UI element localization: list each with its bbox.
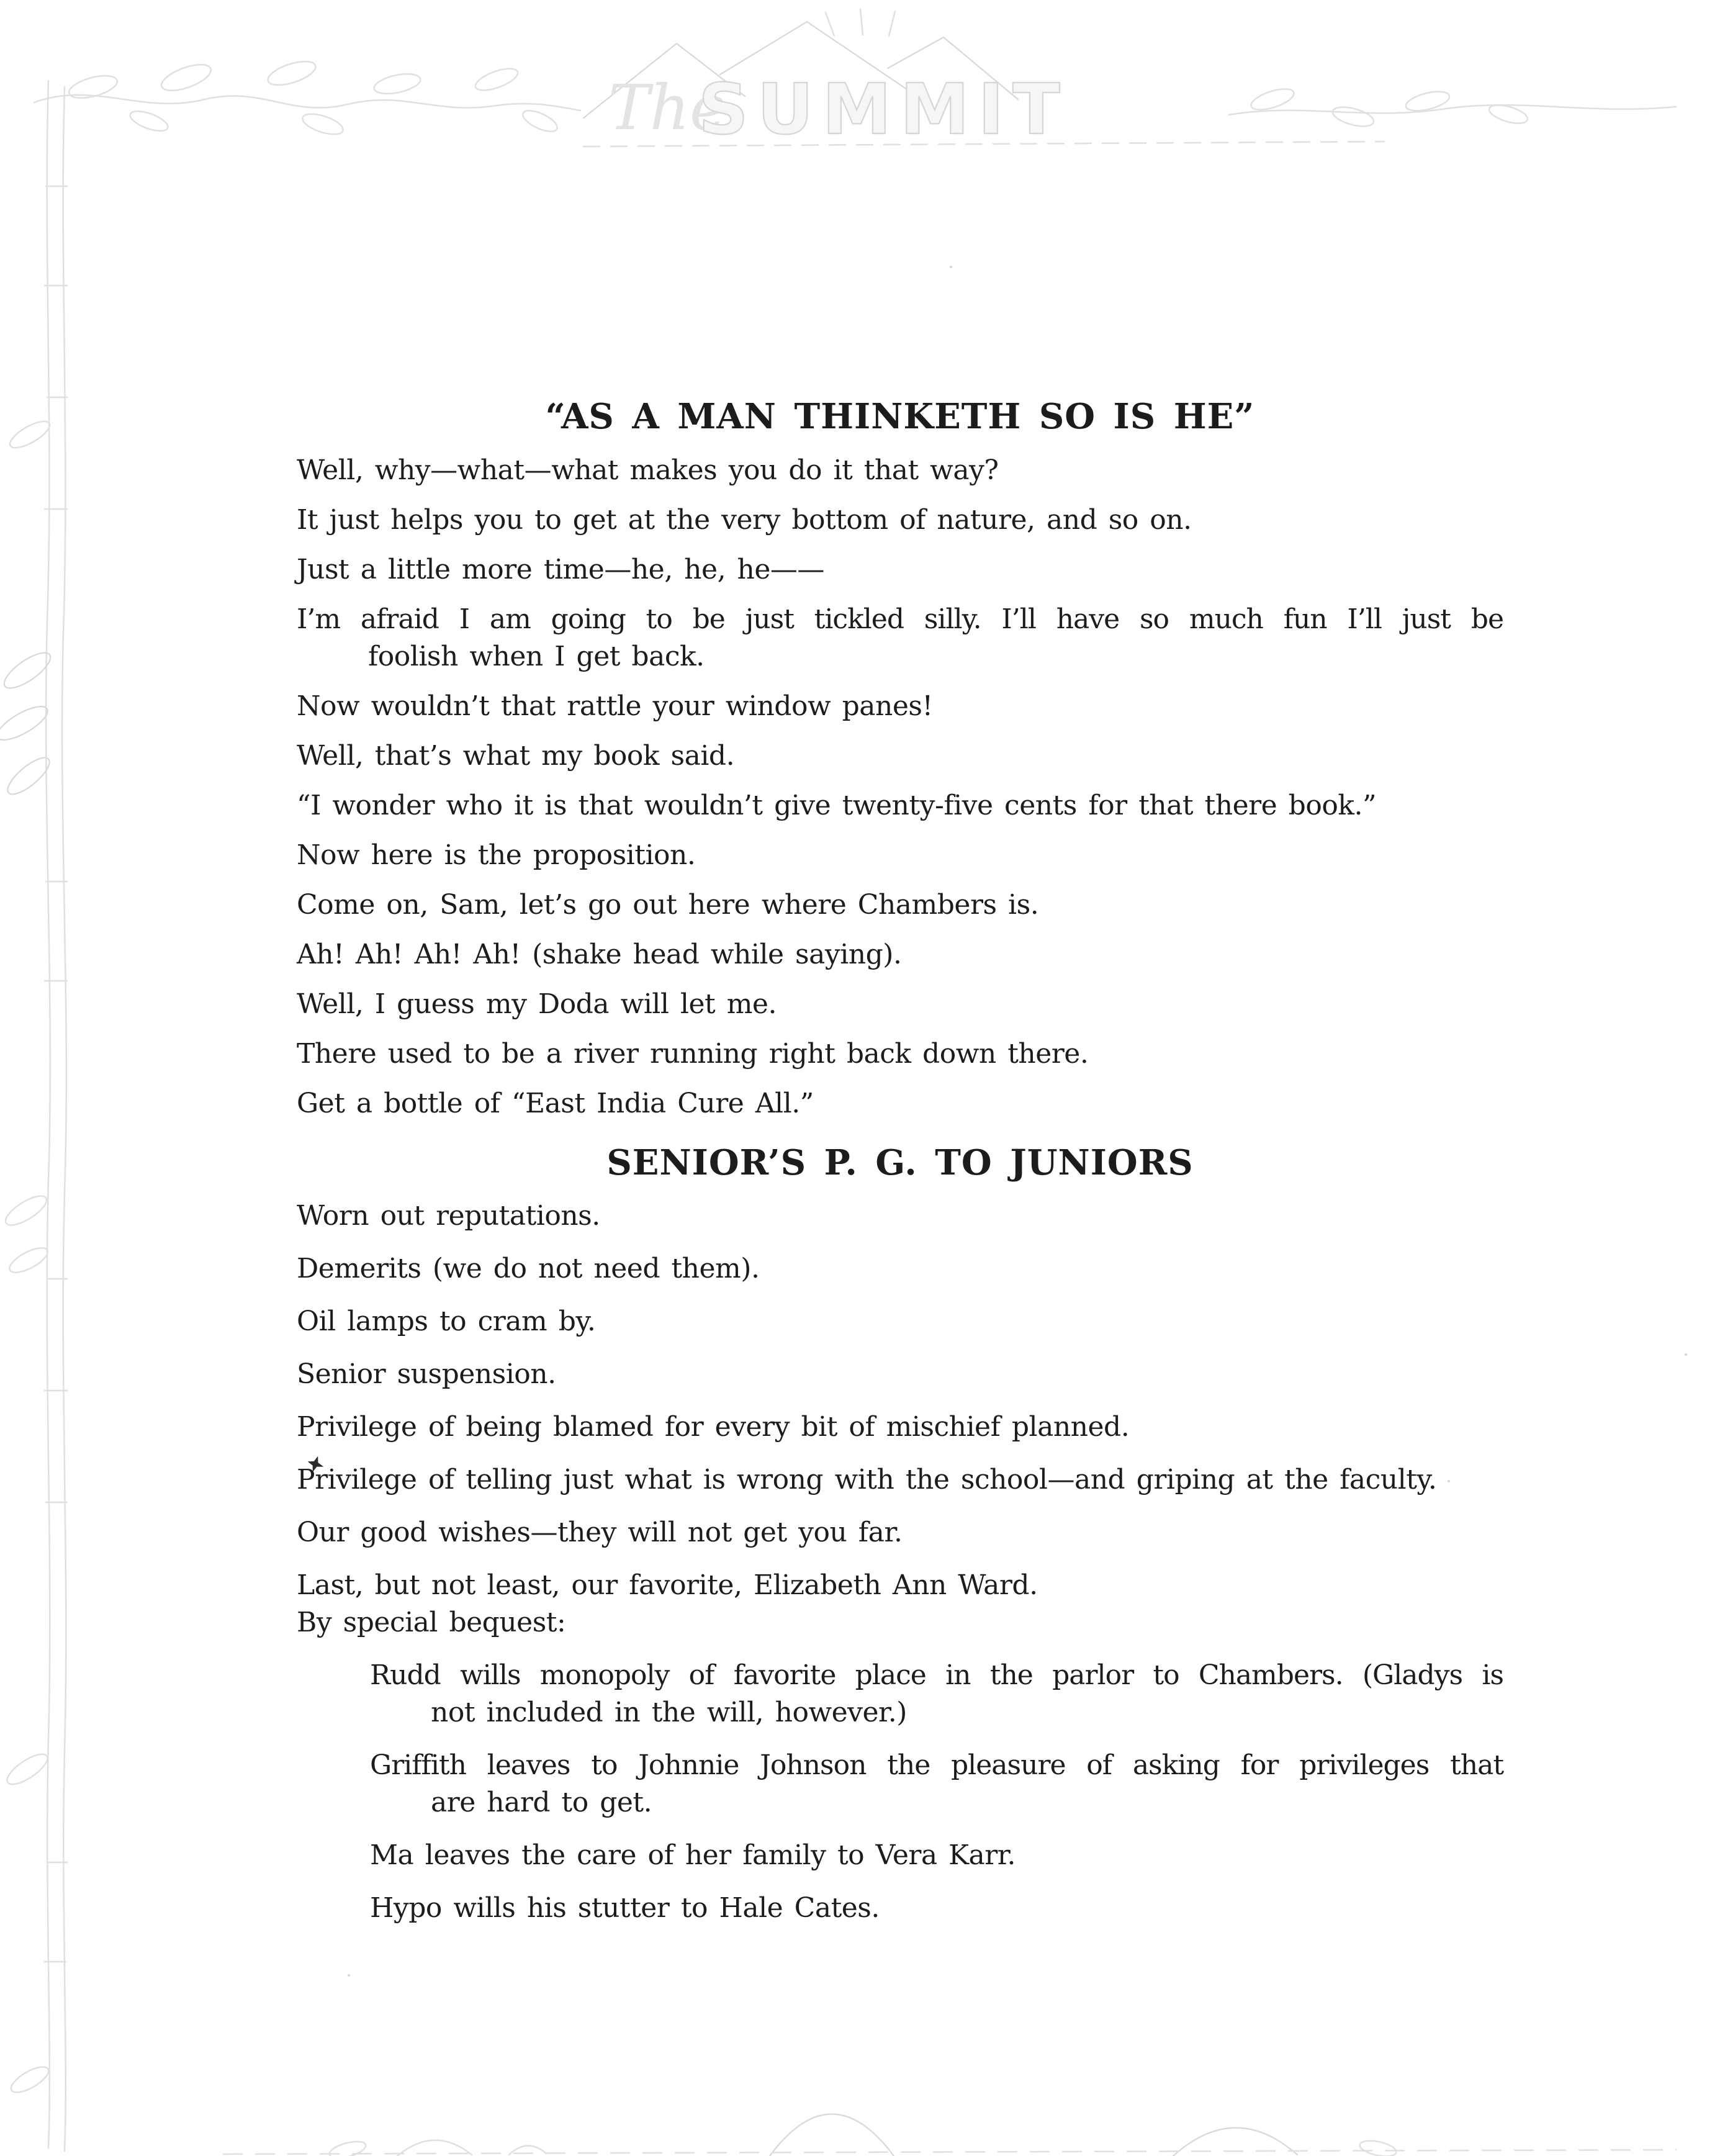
paragraph: Get a bottle of “East India Cure All.” [297, 1088, 814, 1119]
watermark-the: The [608, 71, 727, 144]
paragraph: Ah! Ah! Ah! Ah! (shake head while saying). [297, 939, 902, 970]
paragraph: By special bequest: [297, 1607, 566, 1638]
section1-title: “AS A MAN THINKETH SO IS HE” [545, 396, 1255, 437]
bequest-item: Hypo wills his stutter to Hale Cates. [370, 1892, 880, 1924]
paragraph: Senior suspension. [297, 1358, 556, 1390]
paragraph-line: I’m afraid I am going to be just tickled silly. I’ll have so much fun I’ll just be [297, 603, 1503, 635]
paragraph: Now here is the proposition. [297, 839, 696, 871]
paragraph-line: not included in the will, however.) [431, 1697, 907, 1728]
bequest-item [297, 1657, 1503, 1731]
watermark-summit: SUMMIT [698, 70, 1069, 150]
left-border-branch-sketch-icon [0, 0, 99, 2156]
footer-mountains-sketch-icon [0, 2057, 1725, 2156]
scan-speck [348, 1974, 350, 1977]
paragraph: Well, I guess my Doda will let me. [297, 988, 777, 1020]
paragraph: Our good wishes—they will not get you far. [297, 1517, 903, 1548]
paragraph: Privilege of telling just what is wrong with the school—and griping at the faculty. [297, 1464, 1437, 1495]
paragraph: Oil lamps to cram by. [297, 1306, 596, 1337]
paragraph: It just helps you to get at the very bottom of nature, and so on. [297, 504, 1192, 536]
paragraph-line: are hard to get. [431, 1787, 652, 1818]
paragraph: Last, but not least, our favorite, Elizabeth Ann Ward. [297, 1569, 1038, 1601]
paragraph: There used to be a river running right back down there. [297, 1038, 1089, 1070]
section2-title: SENIOR’S P. G. TO JUNIORS [606, 1142, 1194, 1183]
bequest-item [297, 1747, 1503, 1821]
paragraph-line: foolish when I get back. [368, 641, 705, 672]
paragraph: Come on, Sam, let’s go out here where Chambers is. [297, 889, 1039, 921]
paragraph-line: Griffith leaves to Johnnie Johnson the pleasure of asking for privileges that [370, 1749, 1503, 1781]
section2 [297, 1143, 1503, 1927]
paragraph: Privilege of being blamed for every bit of mischief planned. [297, 1411, 1130, 1443]
paragraph-line: Rudd wills monopoly of favorite place in the parlor to Chambers. (Gladys is [370, 1659, 1503, 1691]
paragraph: Demerits (we do not need them). [297, 1253, 760, 1284]
scan-speck [950, 266, 952, 268]
paragraph [297, 601, 1503, 675]
header-garland-sketch-icon [0, 0, 1725, 186]
text-column [297, 397, 1503, 1927]
paragraph: “I wonder who it is that wouldn’t give twenty-five cents for that there book.” [297, 790, 1376, 821]
paragraph: Well, that’s what my book said. [297, 740, 735, 772]
bequest-item: Ma leaves the care of her family to Vera Karr. [370, 1839, 1016, 1871]
paragraph: Well, why—what—what makes you do it that way? [297, 454, 999, 486]
paragraph: Now wouldn’t that rattle your window panes! [297, 690, 933, 722]
scan-speck [1685, 1353, 1687, 1356]
paragraph: Worn out reputations. [297, 1200, 600, 1232]
paragraph: Just a little more time—he, he, he—— [297, 554, 824, 585]
